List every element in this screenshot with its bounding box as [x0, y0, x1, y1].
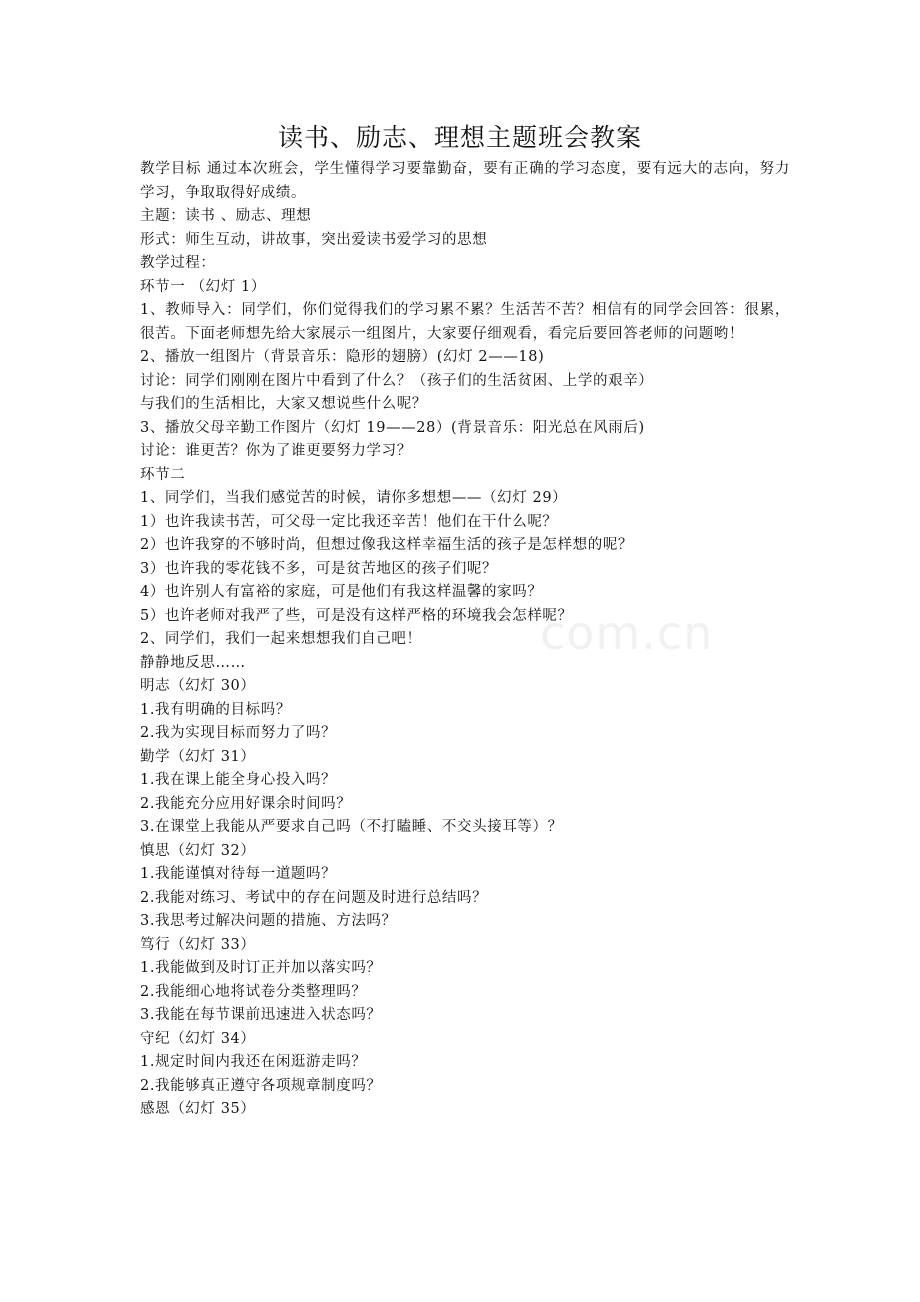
text-line: 明志（幻灯 30）: [140, 678, 256, 694]
text-line: 环节二: [140, 466, 186, 483]
document-title: 读书、励志、理想主题班会教案: [277, 123, 642, 152]
text-line: 1.我能做到及时订正并加以落实吗？: [140, 960, 382, 976]
text-line: 讨论：谁更苦？你为了谁更要努力学习？: [140, 443, 412, 459]
text-line: 讨论：同学们刚刚在图片中看到了什么？（孩子们的生活贫困、上学的艰辛）: [140, 372, 654, 389]
text-line: 1.我能谨慎对待每一道题吗？: [140, 866, 337, 882]
text-line: 3、播放父母辛勤工作图片（幻灯 19——28）(背景音乐：阳光总在风雨后): [140, 419, 645, 436]
text-line: 3.我思考过解决问题的措施、方法吗？: [140, 913, 397, 929]
text-line: 5）也许老师对我严了些，可是没有这样严格的环境我会怎样呢？: [140, 607, 573, 624]
text-line: 2.我能细心地将试卷分类整理吗？: [140, 983, 367, 1000]
text-line: 2.我能充分应用好课余时间吗？: [140, 795, 352, 812]
watermark: com.cn: [540, 606, 714, 660]
text-line: 3）也许我的零花钱不多，可是贫苦地区的孩子们呢？: [140, 560, 498, 577]
text-line: 2.我能够真正遵守各项规章制度吗？: [140, 1077, 382, 1094]
text-line: 2、播放一组图片（背景音乐：隐形的翅膀）(幻灯 2——18): [140, 349, 545, 365]
text-line: 形式：师生互动，讲故事，突出爱读书爱学习的思想: [140, 231, 488, 248]
text-line: 环节一 （幻灯 1）: [140, 278, 266, 295]
text-line: 守纪（幻灯 34）: [140, 1030, 256, 1047]
text-line: 1）也许我读书苦，可父母一定比我还辛苦！他们在干什么呢？: [140, 513, 558, 530]
text-line: 2、同学们，我们一起来想想我们自己吧！: [140, 631, 422, 647]
text-line: 2）也许我穿的不够时尚，但想过像我这样幸福生活的孩子是怎样想的呢？: [140, 537, 634, 553]
text-line: 3.我能在每节课前迅速进入状态吗？: [140, 1007, 382, 1023]
text-line: 笃行（幻灯 33）: [140, 936, 256, 953]
text-line: 4）也许别人有富裕的家庭，可是他们有我这样温馨的家吗？: [140, 584, 543, 600]
document-body: [140, 158, 790, 1122]
text-line: 教学过程：: [140, 255, 216, 271]
text-line: 2.我能对练习、考试中的存在问题及时进行总结吗？: [140, 889, 488, 906]
text-line: 2.我为实现目标而努力了吗？: [140, 725, 337, 741]
text-line: 与我们的生活相比，大家又想说些什么呢？: [140, 396, 427, 412]
text-line: 1.我有明确的目标吗？: [140, 701, 291, 718]
objective-paragraph: 教学目标 通过本次班会，学生懂得学习要靠勤奋，要有正确的学习态度，要有远大的志向，努力学习，争取取得好成绩。: [140, 161, 790, 201]
text-line: 慎思（幻灯 32）: [140, 842, 256, 859]
text-line: 静静地反思……: [140, 654, 246, 671]
header-lines: [140, 205, 790, 299]
text-line: 1、同学们，当我们感觉苦的时候，请你多想想——（幻灯 29）: [140, 490, 568, 506]
text-line: 勤学（幻灯 31）: [140, 748, 256, 765]
text-line: 1.规定时间内我还在闲逛游走吗？: [140, 1054, 367, 1070]
intro-paragraph: 1、教师导入：同学们，你们觉得我们的学习累不累？生活苦不苦？相信有的同学会回答：很累，很苦。下面老师想先给大家展示一组图片，大家要仔细观看，看完后要回答老师的问题哟！: [140, 302, 790, 342]
process-lines: [140, 346, 790, 1122]
text-line: 1.我在课上能全身心投入吗？: [140, 772, 337, 788]
text-line: 3.在课堂上我能从严要求自己吗（不打瞌睡、不交头接耳等）？: [140, 819, 563, 835]
text-line: 感恩（幻灯 35）: [140, 1101, 256, 1117]
text-line: 主题：读书 、励志、理想: [140, 208, 312, 224]
